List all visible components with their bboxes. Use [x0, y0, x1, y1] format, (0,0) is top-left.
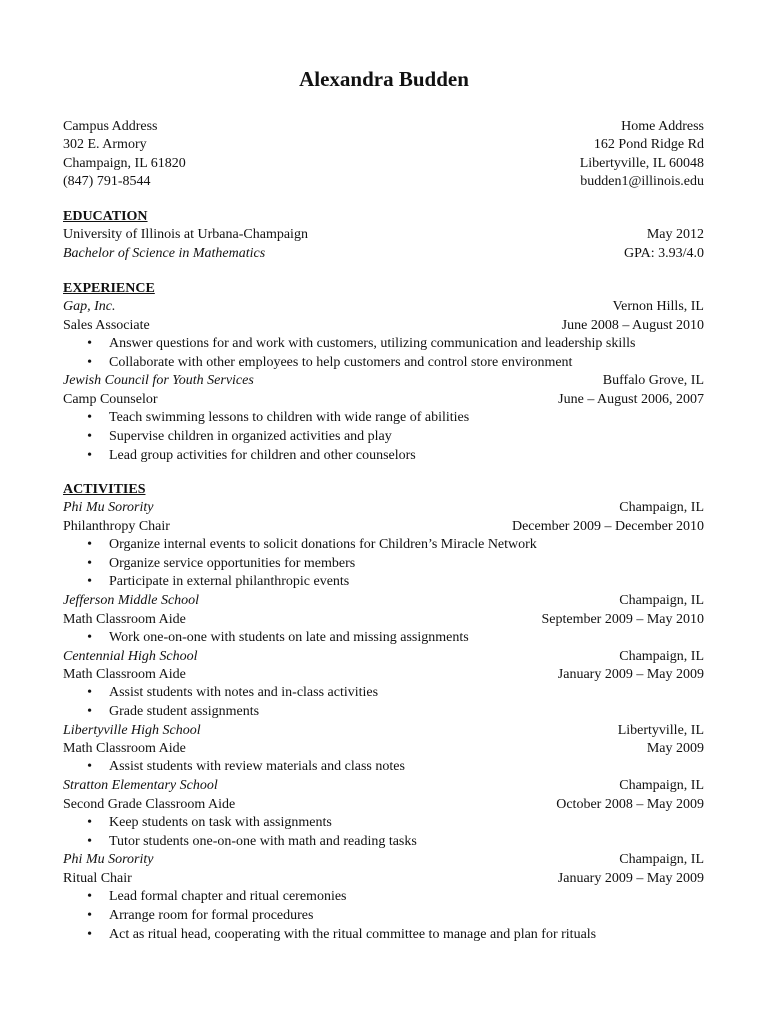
- bullet-item: [63, 888, 704, 907]
- bullet-dot-icon: •: [87, 447, 92, 463]
- bullet-item: [63, 907, 704, 926]
- entry-dates: May 2009: [646, 741, 704, 757]
- entry-dates: January 2009 – May 2009: [557, 870, 704, 886]
- bullet-text: Lead group activities for children and other counselors: [109, 447, 416, 463]
- resume-name: Alexandra Budden: [299, 67, 469, 91]
- bullet-item: [63, 447, 704, 466]
- bullet-dot-icon: •: [87, 907, 92, 923]
- entry-org-row: [63, 592, 704, 610]
- entry-org: Jewish Council for Youth Services: [63, 373, 254, 389]
- bullet-text: Collaborate with other employees to help customers and control store environment: [109, 354, 573, 370]
- entry-dates: September 2009 – May 2010: [541, 611, 704, 627]
- bullet-dot-icon: •: [87, 889, 92, 905]
- entry-role: Philanthropy Chair: [63, 518, 170, 534]
- bullet-item: [63, 629, 704, 648]
- entry-dates: January 2009 – May 2009: [557, 666, 704, 682]
- bullet-text: Keep students on task with assignments: [109, 814, 332, 830]
- bullet-text: Work one-on-one with students on late and missing assignments: [109, 629, 469, 645]
- entry-role-row: [63, 870, 704, 888]
- entry-org: Centennial High School: [63, 648, 198, 664]
- bullet-dot-icon: •: [87, 555, 92, 571]
- bullet-text: Answer questions for and work with customers, utilizing communication and leadership skills: [109, 335, 636, 351]
- home-city: Libertyville, IL 60048: [579, 155, 704, 171]
- bullet-item: [63, 536, 704, 555]
- entry-location: Champaign, IL: [619, 778, 704, 794]
- bullet-dot-icon: •: [87, 410, 92, 426]
- bullet-text: Assist students with notes and in-class activities: [109, 685, 379, 701]
- entry-role-row: [63, 518, 704, 536]
- education-section: [63, 208, 704, 263]
- bullet-item: [63, 354, 704, 373]
- bullet-text: Assist students with review materials and class notes: [109, 759, 405, 775]
- entry-org-row: [63, 777, 704, 795]
- bullet-dot-icon: •: [87, 814, 92, 830]
- bullet-item: [63, 684, 704, 703]
- entry-location: Champaign, IL: [619, 648, 704, 664]
- entry-role: Ritual Chair: [63, 870, 132, 886]
- entry-location: Champaign, IL: [619, 500, 704, 516]
- entry-role: Second Grade Classroom Aide: [63, 796, 236, 812]
- entry-role-row: [63, 611, 704, 629]
- bullet-text: Tutor students one-on-one with math and reading tasks: [109, 833, 417, 849]
- entry-location: Buffalo Grove, IL: [602, 373, 704, 389]
- contact-row: [63, 118, 704, 136]
- bullet-item: [63, 703, 704, 722]
- entry-role: Math Classroom Aide: [63, 666, 186, 682]
- entry-org: Phi Mu Sorority: [63, 852, 154, 868]
- entry-org: Libertyville High School: [63, 722, 201, 738]
- entry-org: Jefferson Middle School: [63, 593, 200, 609]
- bullet-text: Arrange room for formal procedures: [109, 907, 314, 923]
- entry-org: Phi Mu Sorority: [63, 500, 154, 516]
- entry-org-row: [63, 298, 704, 316]
- bullet-text: Organize internal events to solicit donations for Children’s Miracle Network: [109, 536, 537, 552]
- entry-org-row: [63, 372, 704, 390]
- bullet-item: [63, 758, 704, 777]
- email: budden1@illinois.edu: [580, 173, 704, 189]
- bullet-item: [63, 409, 704, 428]
- bullet-dot-icon: •: [87, 536, 92, 552]
- bullet-text: Act as ritual head, cooperating with the ritual committee to manage and plan for rituals: [109, 926, 597, 942]
- degree: Bachelor of Science in Mathematics: [63, 245, 266, 261]
- campus-street: 302 E. Armory: [63, 137, 147, 153]
- bullet-text: Participate in external philanthropic events: [109, 574, 350, 590]
- entry-location: Champaign, IL: [619, 593, 704, 609]
- entry-dates: June 2008 – August 2010: [561, 317, 704, 333]
- entry-role-row: [63, 796, 704, 814]
- bullet-item: [63, 335, 704, 354]
- entry-dates: June – August 2006, 2007: [558, 391, 704, 407]
- bullet-text: Grade student assignments: [109, 704, 260, 720]
- entry-role-row: [63, 391, 704, 409]
- home-address-label: Home Address: [621, 119, 704, 134]
- bullet-item: [63, 814, 704, 833]
- gpa: GPA: 3.93/4.0: [623, 245, 704, 261]
- entry-role-row: [63, 317, 704, 335]
- contact-row: [63, 136, 704, 154]
- school-name: University of Illinois at Urbana-Champaign: [63, 227, 308, 243]
- entry-dates: December 2009 – December 2010: [511, 518, 704, 534]
- bullet-dot-icon: •: [87, 685, 92, 701]
- education-row: [63, 226, 704, 244]
- entry-role: Math Classroom Aide: [63, 741, 186, 757]
- education-row: [63, 245, 704, 263]
- contact-section: [63, 118, 704, 191]
- contact-row: [63, 155, 704, 173]
- bullet-text: Teach swimming lessons to children with wide range of abilities: [109, 410, 470, 426]
- education-heading: EDUCATION: [63, 209, 148, 224]
- entry-org-row: [63, 851, 704, 869]
- entry-role-row: [63, 740, 704, 758]
- bullet-dot-icon: •: [87, 926, 92, 942]
- bullet-text: Lead formal chapter and ritual ceremonies: [109, 889, 347, 905]
- entry-role: Camp Counselor: [63, 391, 158, 407]
- bullet-item: [63, 428, 704, 447]
- entry-org-row: [63, 648, 704, 666]
- entry-role: Math Classroom Aide: [63, 611, 186, 627]
- campus-address-label: Campus Address: [63, 119, 158, 134]
- entry-location: Champaign, IL: [619, 852, 704, 868]
- bullet-dot-icon: •: [87, 428, 92, 444]
- entry-role-row: [63, 666, 704, 684]
- entry-org-row: [63, 722, 704, 740]
- graduation-date: May 2012: [646, 227, 704, 243]
- bullet-dot-icon: •: [87, 759, 92, 775]
- entry-location: Libertyville, IL: [617, 722, 704, 738]
- bullet-item: [63, 573, 704, 592]
- bullet-dot-icon: •: [87, 704, 92, 720]
- activities-section: [63, 481, 704, 944]
- bullet-dot-icon: •: [87, 833, 92, 849]
- bullet-dot-icon: •: [87, 629, 92, 645]
- phone: (847) 791-8544: [63, 173, 151, 189]
- bullet-text: Supervise children in organized activities and play: [109, 428, 392, 444]
- contact-row: [63, 173, 704, 191]
- campus-city: Champaign, IL 61820: [63, 155, 186, 171]
- entry-role: Sales Associate: [63, 317, 150, 333]
- bullet-dot-icon: •: [87, 354, 92, 370]
- entry-org: Gap, Inc.: [63, 299, 116, 315]
- bullet-dot-icon: •: [87, 335, 92, 351]
- bullet-item: [63, 926, 704, 945]
- entry-org-row: [63, 499, 704, 517]
- bullet-item: [63, 555, 704, 574]
- bullet-text: Organize service opportunities for members: [109, 555, 356, 571]
- home-street: 162 Pond Ridge Rd: [593, 137, 704, 153]
- entry-location: Vernon Hills, IL: [612, 299, 704, 315]
- entry-dates: October 2008 – May 2009: [556, 796, 704, 812]
- experience-heading: EXPERIENCE: [63, 281, 155, 296]
- bullet-dot-icon: •: [87, 574, 92, 590]
- bullet-item: [63, 833, 704, 852]
- experience-section: [63, 280, 704, 465]
- activities-heading: ACTIVITIES: [63, 482, 146, 497]
- entry-org: Stratton Elementary School: [63, 778, 218, 794]
